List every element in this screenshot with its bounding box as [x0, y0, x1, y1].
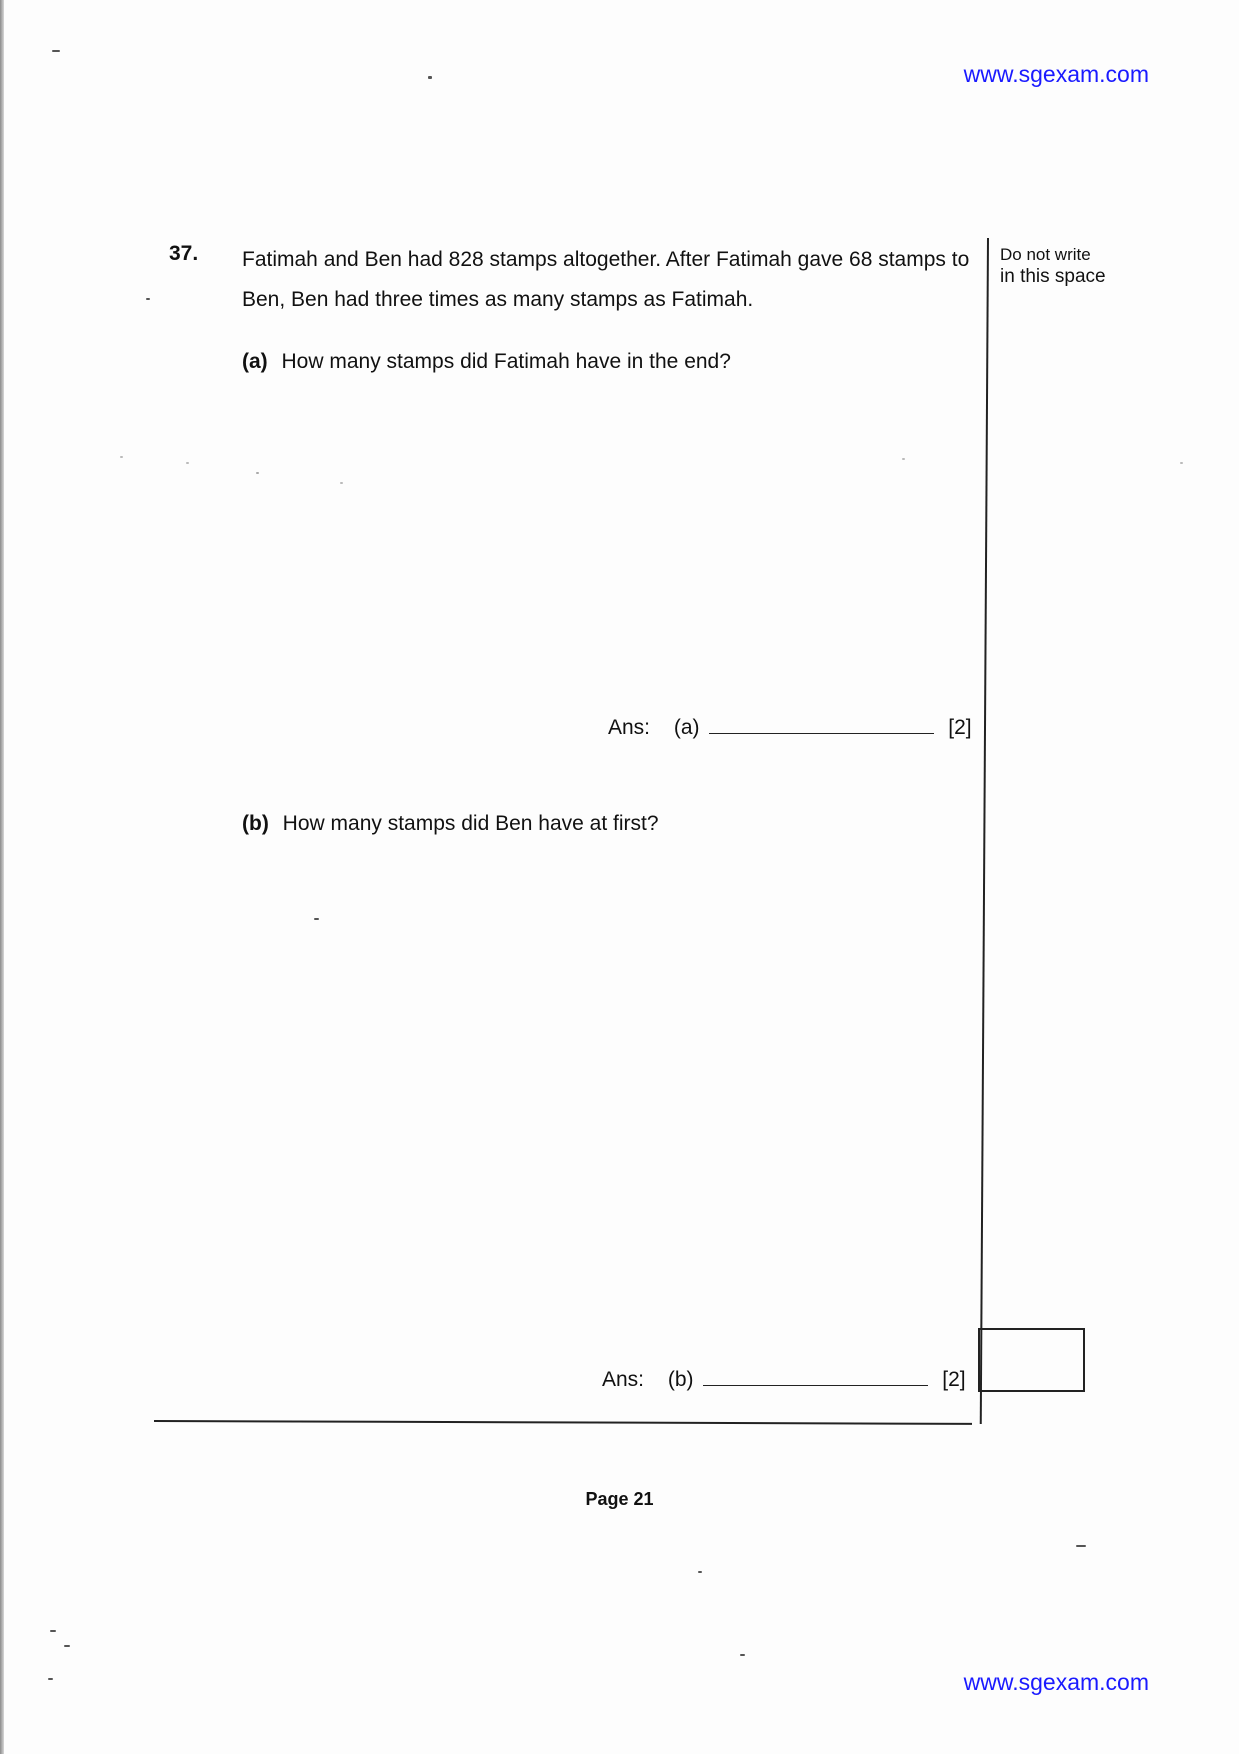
scan-speck — [314, 918, 319, 920]
question-number: 37. — [169, 242, 199, 265]
scan-speck — [428, 76, 432, 79]
sub-question-b-label: (b) — [242, 812, 269, 835]
bottom-divider-line — [154, 1420, 972, 1425]
scan-speck — [902, 458, 905, 460]
scan-speck — [256, 472, 259, 474]
watermark-top: www.sgexam.com — [963, 61, 1149, 87]
answer-part-a: (a) — [673, 716, 700, 739]
margin-divider-line — [980, 238, 989, 1424]
sub-question-b — [242, 812, 659, 836]
scan-speck — [120, 456, 123, 458]
scan-speck — [48, 1678, 53, 1680]
scan-speck — [1076, 1545, 1086, 1547]
marks-a: [2] — [948, 716, 972, 739]
sub-question-b-text: How many stamps did Ben have at first? — [282, 812, 659, 835]
question-stem: Fatimah and Ben had 828 stamps altogether. After Fatimah gave 68 stamps to Ben, Ben had three times as many stamps as Fatimah. — [242, 248, 970, 311]
scan-speck — [740, 1654, 745, 1656]
answer-label-b: Ans: — [602, 1368, 645, 1391]
answer-blank-a[interactable] — [709, 715, 934, 734]
margin-note-line-2: in this space — [1000, 266, 1106, 287]
scan-speck — [340, 482, 343, 484]
marks-box[interactable] — [978, 1328, 1085, 1392]
answer-label-a: Ans: — [608, 716, 651, 739]
margin-note — [1000, 244, 1106, 288]
scan-speck — [186, 462, 189, 464]
scan-speck — [698, 1571, 702, 1573]
answer-blank-b[interactable] — [703, 1367, 928, 1386]
answer-line-b — [602, 1367, 966, 1392]
scan-speck — [146, 298, 150, 300]
marks-b: [2] — [942, 1368, 966, 1391]
scan-speck — [1180, 462, 1183, 464]
answer-line-a — [608, 715, 972, 740]
sub-question-a-text: How many stamps did Fatimah have in the end? — [281, 350, 731, 373]
sub-question-a — [242, 350, 731, 374]
answer-part-b: (b) — [667, 1368, 694, 1391]
scan-speck — [52, 50, 60, 52]
scan-speck — [64, 1645, 70, 1647]
page-number: Page 21 — [585, 1489, 654, 1509]
margin-note-line-1: Do not write — [1000, 245, 1091, 264]
watermark-bottom: www.sgexam.com — [963, 1669, 1149, 1695]
scan-speck — [50, 1630, 56, 1632]
sub-question-a-label: (a) — [242, 350, 268, 373]
